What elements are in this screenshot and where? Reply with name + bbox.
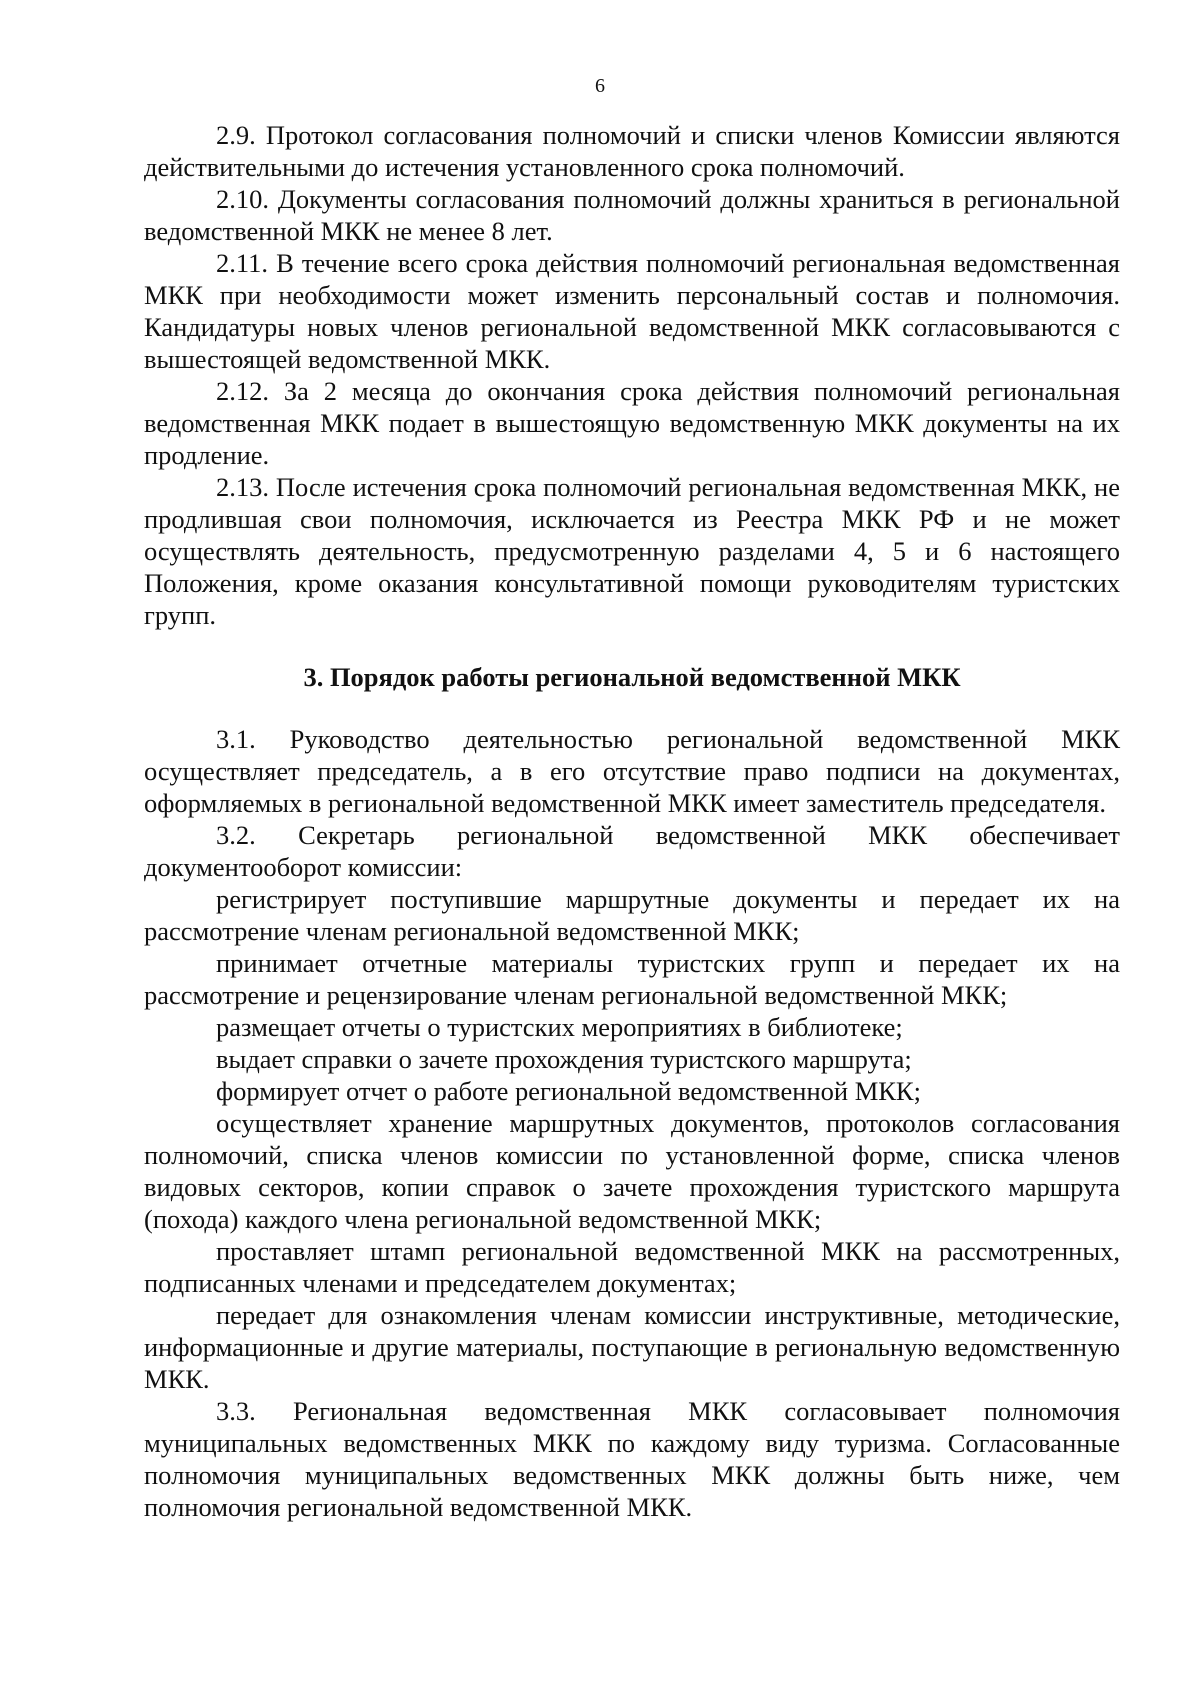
secretary-duty-registers: регистрирует поступившие маршрутные документы и передает их на рассмотрение членам региональной ведомственной МКК;	[144, 884, 1120, 946]
paragraph-3-3: 3.3. Региональная ведомственная МКК согласовывает полномочия муниципальных ведомственных МКК по каждому виду туризма. Согласованные полномочия муниципальных ведомственных МКК должны быть ниже, чем полномочия региональной ведомственной МКК.	[144, 1396, 1120, 1522]
secretary-duty-distribution: передает для ознакомления членам комиссии инструктивные, методические, информационные и другие материалы, поступающие в региональную ведомственную МКК.	[144, 1300, 1120, 1394]
secretary-duty-stamp: проставляет штамп региональной ведомственной МКК на рассмотренных, подписанных членами и председателем документах;	[144, 1236, 1120, 1298]
paragraph-2-9: 2.9. Протокол согласования полномочий и списки членов Комиссии являются действительными до истечения установленного срока полномочий.	[144, 120, 1120, 182]
secretary-duty-work-report: формирует отчет о работе региональной ведомственной МКК;	[216, 1076, 921, 1106]
page-body	[144, 119, 1120, 1523]
section-3-heading: 3. Порядок работы региональной ведомственной МКК	[303, 662, 961, 692]
secretary-duty-certificates: выдает справки о зачете прохождения туристского маршрута;	[216, 1044, 912, 1074]
paragraph-2-13: 2.13. После истечения срока полномочий региональная ведомственная МКК, не продлившая свои полномочия, исключается из Реестра МКК РФ и не может осуществлять деятельность, предусмотренную разделами 4, 5 и 6 настоящего Положения, кроме оказания консультативной помощи руководителям туристских групп.	[144, 472, 1120, 630]
secretary-duty-library: размещает отчеты о туристских мероприятиях в библиотеке;	[216, 1012, 903, 1042]
paragraph-2-10: 2.10. Документы согласования полномочий должны храниться в региональной ведомственной МКК не менее 8 лет.	[144, 184, 1120, 246]
page-number: 6	[595, 75, 605, 97]
paragraph-2-11: 2.11. В течение всего срока действия полномочий региональная ведомственная МКК при необходимости может изменить персональный состав и полномочия. Кандидатуры новых членов региональной ведомственной МКК согласовываются с вышестоящей ведомственной МКК.	[144, 248, 1120, 374]
secretary-duty-accepts-reports: принимает отчетные материалы туристских групп и передает их на рассмотрение и рецензирование членам региональной ведомственной МКК;	[144, 948, 1120, 1010]
paragraph-3-1: 3.1. Руководство деятельностью региональной ведомственной МКК осуществляет председатель, а в его отсутствие право подписи на документах, оформляемых в региональной ведомственной МКК имеет заместитель председателя.	[144, 724, 1120, 818]
paragraph-2-12: 2.12. За 2 месяца до окончания срока действия полномочий региональная ведомственная МКК подает в вышестоящую ведомственную МКК документы на их продление.	[144, 376, 1120, 470]
paragraph-3-2: 3.2. Секретарь региональной ведомственной МКК обеспечивает документооборот комиссии:	[144, 820, 1120, 882]
secretary-duty-storage: осуществляет хранение маршрутных документов, протоколов согласования полномочий, списка членов комиссии по установленной форме, списка членов видовых секторов, копии справок о зачете прохождения туристского маршрута (похода) каждого члена региональной ведомственной МКК;	[144, 1108, 1120, 1234]
